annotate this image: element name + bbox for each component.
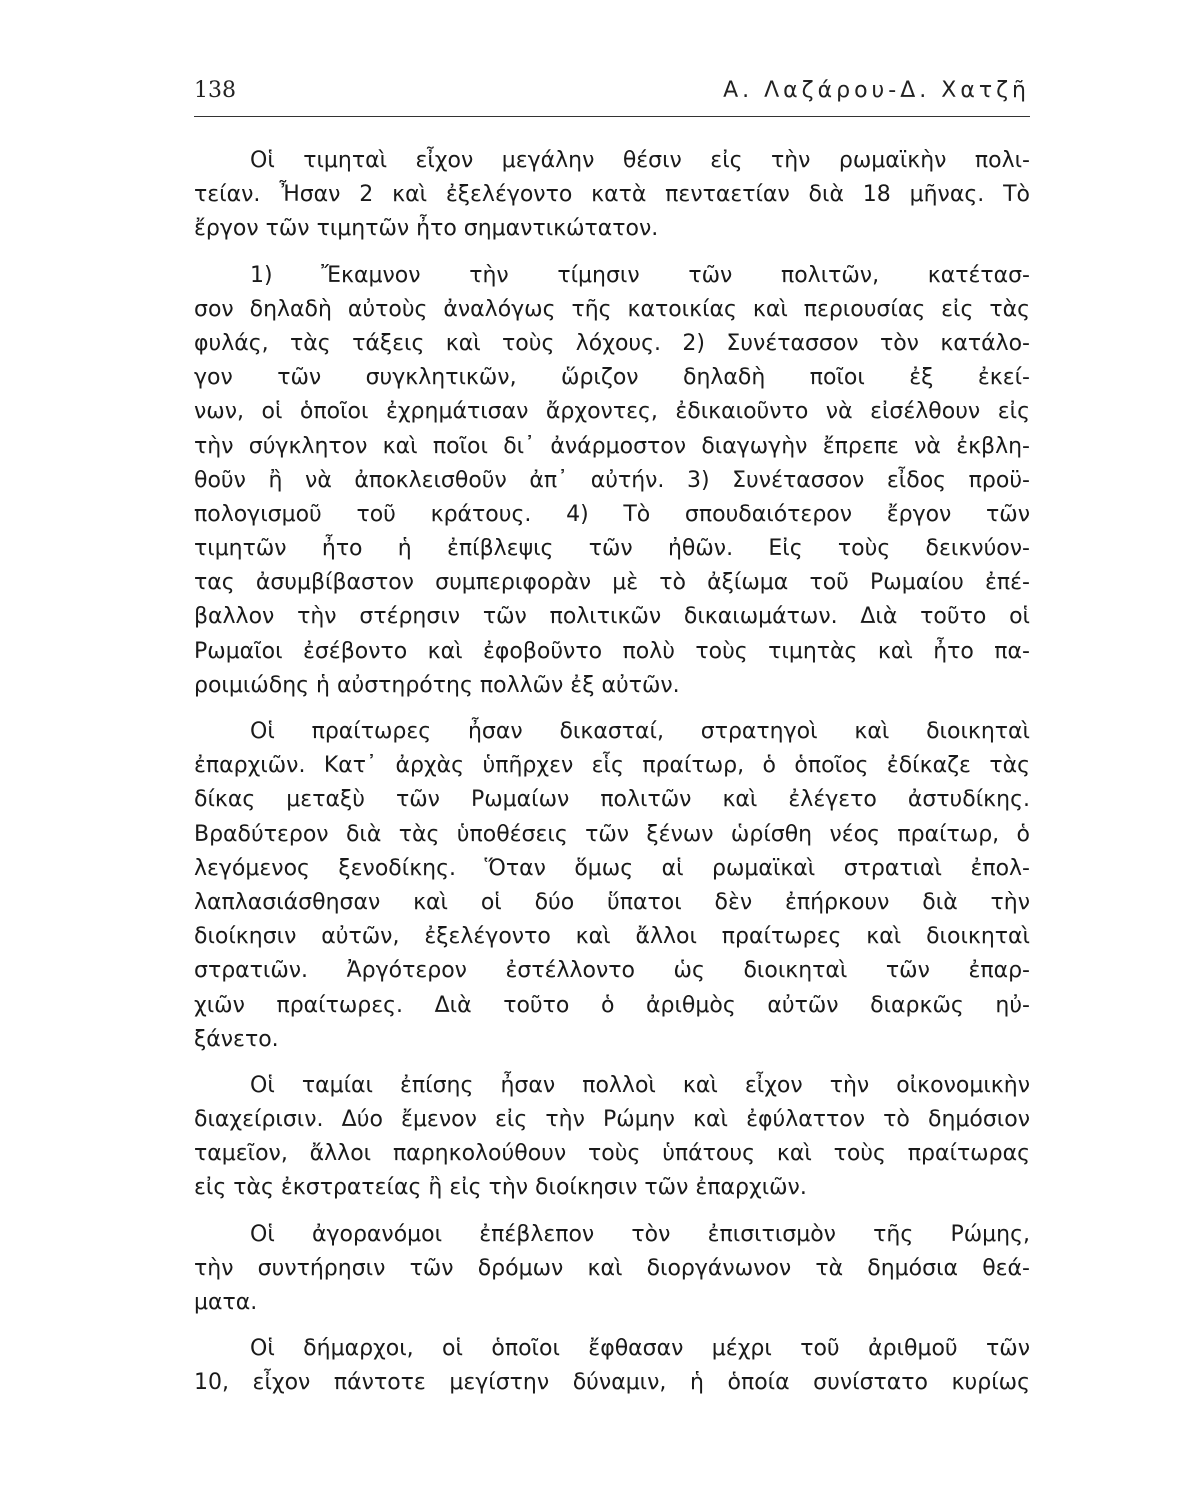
text-line: λεγόμενος ξενοδίκης. Ὅταν ὅμως αἱ ρωμαϊκαὶ στρατιαὶ ἐπολ- bbox=[194, 855, 1030, 881]
text-line: 10, εἶχον πάντοτε μεγίστην δύναμιν, ἡ ὁποία συνίστατο κυρίως bbox=[194, 1370, 1030, 1396]
text-line: ροιμιώδης ἡ αὐστηρότης πολλῶν ἐξ αὐτῶν. bbox=[194, 672, 680, 698]
text-line: ἔργον τῶν τιμητῶν ἦτο σημαντικώτατον. bbox=[194, 216, 659, 242]
text-line: Οἱ πραίτωρες ἦσαν δικασταί, στρατηγοὶ καὶ διοικηταὶ bbox=[250, 719, 1030, 744]
text-line: νων, οἱ ὁποῖοι ἐχρημάτισαν ἄρχοντες, ἐδικαιοῦντο νὰ εἰσέλθουν εἰς bbox=[194, 399, 1030, 425]
text-line: τιμητῶν ἦτο ἡ ἐπίβλεψις τῶν ἠθῶν. Εἰς τοὺς δεικνύον- bbox=[194, 536, 1030, 562]
text-line: Οἱ ταμίαι ἐπίσης ἦσαν πολλοὶ καὶ εἶχον τὴν οἰκονομικὴν bbox=[250, 1072, 1030, 1098]
text-line: εἰς τὰς ἐκστρατείας ἢ εἰς τὴν διοίκησιν τῶν ἐπαρχιῶν. bbox=[194, 1175, 807, 1201]
text-line: τὴν συντήρησιν τῶν δρόμων καὶ διοργάνωνον τὰ δημόσια θεά- bbox=[194, 1255, 1030, 1281]
text-line: ματα. bbox=[194, 1290, 258, 1315]
text-line: Οἱ δήμαρχοι, οἱ ὁποῖοι ἔφθασαν μέχρι τοῦ ἀριθμοῦ τῶν bbox=[250, 1336, 1030, 1362]
text-line: χιῶν πραίτωρες. Διὰ τοῦτο ὁ ἀριθμὸς αὐτῶν διαρκῶς ηὐ- bbox=[194, 992, 1030, 1018]
text-line: διοίκησιν αὐτῶν, ἐξελέγοντο καὶ ἄλλοι πραίτωρες καὶ διοικηταὶ bbox=[194, 924, 1030, 950]
text-line: 1) Ἔκαμνον τὴν τίμησιν τῶν πολιτῶν, κατέτασ- bbox=[250, 262, 1030, 288]
text-line: τείαν. Ἦσαν 2 καὶ ἐξελέγοντο κατὰ πενταετίαν διὰ 18 μῆνας. Τὸ bbox=[194, 182, 1030, 208]
text-line: βαλλον τὴν στέρησιν τῶν πολιτικῶν δικαιωμάτων. Διὰ τοῦτο οἱ bbox=[194, 604, 1030, 630]
text-line: γον τῶν συγκλητικῶν, ὥριζον δηλαδὴ ποῖοι ἐξ ἐκεί- bbox=[194, 365, 1030, 391]
text-line: τας ἀσυμβίβαστον συμπεριφορὰν μὲ τὸ ἀξίωμα τοῦ Ρωμαίου ἐπέ- bbox=[194, 570, 1030, 596]
text-line: διαχείρισιν. Δύο ἔμενον εἰς τὴν Ρώμην καὶ ἐφύλαττον τὸ δημόσιον bbox=[194, 1107, 1030, 1133]
text-line: Ρωμαῖοι ἐσέβοντο καὶ ἐφοβοῦντο πολὺ τοὺς τιμητὰς καὶ ἦτο πα- bbox=[194, 638, 1030, 664]
text-line: ἐπαρχιῶν. Κατ᾽ ἀρχὰς ὑπῆρχεν εἷς πραίτωρ, ὁ ὁποῖος ἐδίκαζε τὰς bbox=[194, 753, 1030, 779]
text-line: Οἱ τιμηταὶ εἶχον μεγάλην θέσιν εἰς τὴν ρωμαϊκὴν πολι- bbox=[250, 148, 1030, 173]
text-line: Οἱ ἀγορανόμοι ἐπέβλεπον τὸν ἐπισιτισμὸν τῆς Ρώμης, bbox=[250, 1221, 1030, 1247]
text-line: δίκας μεταξὺ τῶν Ρωμαίων πολιτῶν καὶ ἐλέγετο ἀστυδίκης. bbox=[194, 787, 1030, 813]
text-line: στρατιῶν. Ἀργότερον ἐστέλλοντο ὡς διοικηταὶ τῶν ἐπαρ- bbox=[194, 958, 1030, 984]
page-number: 138 bbox=[194, 78, 236, 103]
text-line: πολογισμοῦ τοῦ κράτους. 4) Τὸ σπουδαιότερον ἔργον τῶν bbox=[194, 501, 1030, 527]
text-line: φυλάς, τὰς τάξεις καὶ τοὺς λόχους. 2) Συνέτασσον τὸν κατάλο- bbox=[194, 330, 1030, 356]
text-line: ξάνετο. bbox=[194, 1026, 279, 1052]
text-line: λαπλασιάσθησαν καὶ οἱ δύο ὕπατοι δὲν ἐπήρκουν διὰ τὴν bbox=[194, 889, 1030, 915]
text-line: Βραδύτερον διὰ τὰς ὑποθέσεις τῶν ξένων ὡρίσθη νέος πραίτωρ, ὁ bbox=[194, 821, 1030, 847]
text-line: σον δηλαδὴ αὐτοὺς ἀναλόγως τῆς κατοικίας καὶ περιουσίας εἰς τὰς bbox=[194, 296, 1030, 322]
text-line: ταμεῖον, ἄλλοι παρηκολούθουν τοὺς ὑπάτους καὶ τοὺς πραίτωρας bbox=[194, 1141, 1030, 1167]
body-text bbox=[194, 144, 1030, 1401]
running-head: Α. Λαζάρου-Δ. Χατζῆ bbox=[723, 78, 1030, 103]
text-line: τὴν σύγκλητον καὶ ποῖοι δι᾽ ἀνάρμοστον διαγωγὴν ἔπρεπε νὰ ἐκβλη- bbox=[194, 433, 1030, 459]
page-header bbox=[194, 76, 1030, 117]
text-line: θοῦν ἢ νὰ ἀποκλεισθοῦν ἀπ᾽ αὐτήν. 3) Συνέτασσον εἶδος προϋ- bbox=[194, 467, 1030, 493]
